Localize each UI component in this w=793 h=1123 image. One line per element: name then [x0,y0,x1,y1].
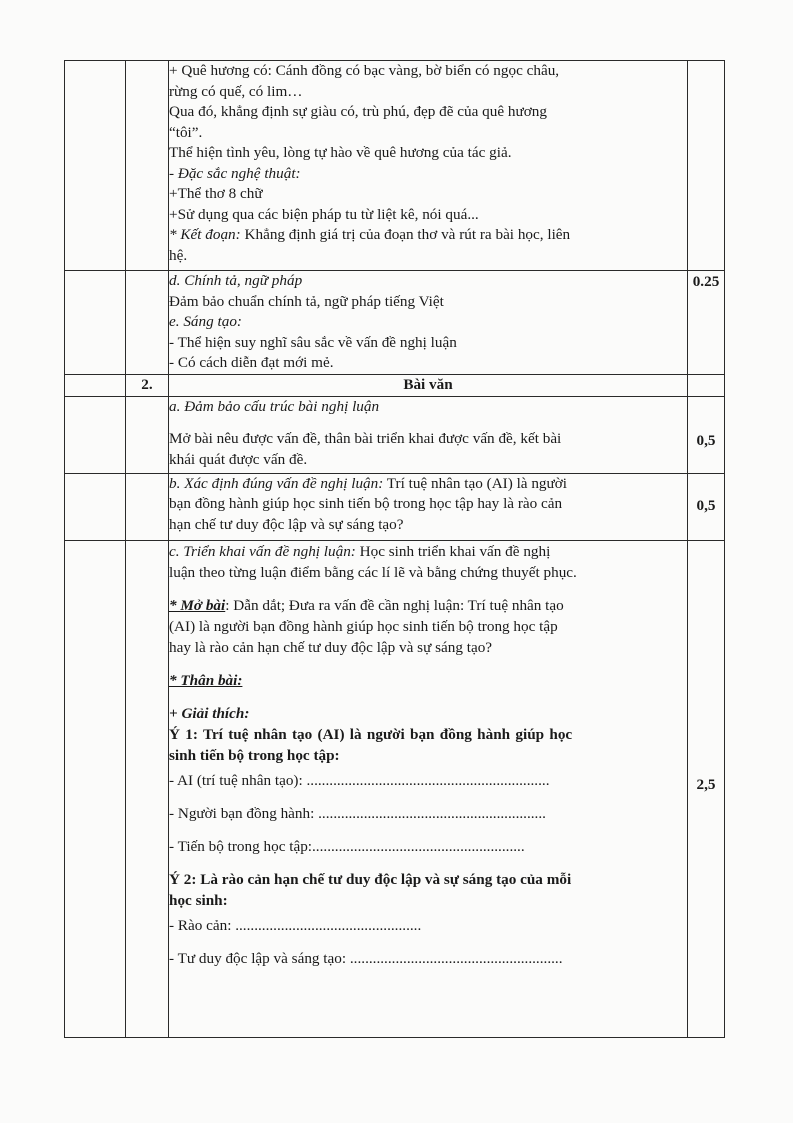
spacer [169,658,687,670]
row-develop [65,540,725,1037]
issue-text: Trí tuệ nhân tạo (AI) là người [383,474,568,492]
cell-part [65,375,126,397]
question-number: 2. [126,375,169,397]
content-line: Đảm bảo chuẩn chính tả, ngữ pháp tiếng Việt [169,292,444,310]
answer-key-table [64,60,725,1038]
idea1-item: - Người bạn đồng hành: ............................................................ [169,804,546,822]
content-line: Mở bài nêu được vấn đề, thân bài triển khai được vấn đề, kết bài [169,430,562,447]
spacer [169,691,687,703]
develop-text: Học sinh triển khai vấn đề nghị [355,542,551,560]
content-line: +Thể thơ 8 chữ [169,185,263,202]
body-label: * Thân bài: [169,671,243,689]
content-line: Qua đó, khẳng định sự giàu có, trù phú, đẹp đẽ của quê hương [169,103,547,120]
cell-question [126,540,169,1037]
content-line: luận theo từng luận điểm bằng các lí lẽ và bằng chứng thuyết phục. [169,563,577,581]
content-line: (AI) là người bạn đồng hành giúp học sinh tiến bộ trong học tập [169,617,558,635]
heading-a: a. Đảm bảo cấu trúc bài nghị luận [169,397,380,415]
intro-line [169,595,687,616]
intro-label: * Mở bài [169,596,226,614]
issue-label: b. Xác định đúng vấn đề nghị luận: [169,474,384,492]
row-spelling [65,271,725,375]
cell-content [169,396,688,473]
cell-part [65,540,126,1037]
idea2-item: - Tư duy độc lập và sáng tạo: ........................................................ [169,949,563,967]
cell-question [126,396,169,473]
content-line: rừng có quế, có lim… [169,82,303,100]
cell-part [65,473,126,540]
explain-label: + Giải thích: [169,704,250,722]
cell-part [65,271,126,375]
cell-content [169,540,688,1037]
heading-d: d. Chính tả, ngữ pháp [169,272,303,289]
cell-question [126,271,169,375]
cell-content [169,473,688,540]
cell-part [65,396,126,473]
ending-label: * Kết đoạn: [169,226,241,243]
develop-label: c. Triển khai vấn đề nghị luận: [169,542,356,560]
content-line: bạn đồng hành giúp học sinh tiến bộ trong học tập hay là rào cản [169,495,563,512]
content-line: - Thể hiện suy nghĩ sâu sắc về vấn đề nghị luận [169,333,457,351]
cell-question [126,61,169,271]
ending-line [169,225,687,246]
spacer [169,824,687,836]
idea1-heading: Ý 1: Trí tuệ nhân tạo (AI) là người bạn đồng hành giúp học [169,725,573,743]
idea1-item: - Tiến bộ trong học tập:........................................................ [169,837,525,855]
content-line: hay là rào cản hạn chế tư duy độc lập và sự sáng tạo? [169,638,493,656]
score-value: 0,5 [688,473,725,540]
content-line: hệ. [169,246,188,264]
develop-line [169,541,687,562]
idea2-heading-cont: học sinh: [169,891,228,909]
score-value: 0,5 [688,396,725,473]
content-line: khái quát được vấn đề. [169,450,308,468]
row-essay-header [65,375,725,397]
art-heading: - Đặc sắc nghệ thuật: [169,164,301,182]
row-structure [65,396,725,473]
content-line: +Sử dụng qua các biện pháp tu từ liệt kê, nói quá... [169,205,479,223]
idea2-heading: Ý 2: Là rào cản hạn chế tư duy độc lập và sự sáng tạo của mỗi [169,870,572,888]
issue-line [169,474,687,495]
idea2-item: - Rào cản: ................................................. [169,916,422,934]
idea1-heading-cont: sinh tiến bộ trong học tập: [169,746,340,764]
cell-question [126,473,169,540]
cell-score [688,61,725,271]
ending-text: Khẳng định giá trị của đoạn thơ và rút ra bài học, liên [240,226,571,243]
spacer [169,583,687,595]
idea1-item: - AI (trí tuệ nhân tạo): ................................................................ [169,771,550,789]
content-line: “tôi”. [169,123,203,141]
spacer [169,417,687,429]
cell-part [65,61,126,271]
content-line: + Quê hương có: Cánh đồng có bạc vàng, bờ biển có ngọc châu, [169,62,560,79]
cell-content [169,61,688,271]
score-value: 2,5 [688,540,725,1037]
content-line: hạn chế tư duy độc lập và sự sáng tạo? [169,515,404,533]
cell-content [169,271,688,375]
score-value: 0.25 [688,271,725,375]
row-poem-body [65,61,725,271]
spacer [169,857,687,869]
heading-e: e. Sáng tạo: [169,313,242,330]
cell-score [688,375,725,397]
row-issue [65,473,725,540]
section-title: Bài văn [169,375,688,397]
spacer [169,936,687,948]
content-line: - Có cách diễn đạt mới mẻ. [169,354,334,371]
intro-text: : Dẫn dắt; Đưa ra vấn đề cần nghị luận: Trí tuệ nhân tạo [225,596,564,614]
content-line: Thể hiện tình yêu, lòng tự hào về quê hương của tác giả. [169,144,512,161]
spacer [169,791,687,803]
